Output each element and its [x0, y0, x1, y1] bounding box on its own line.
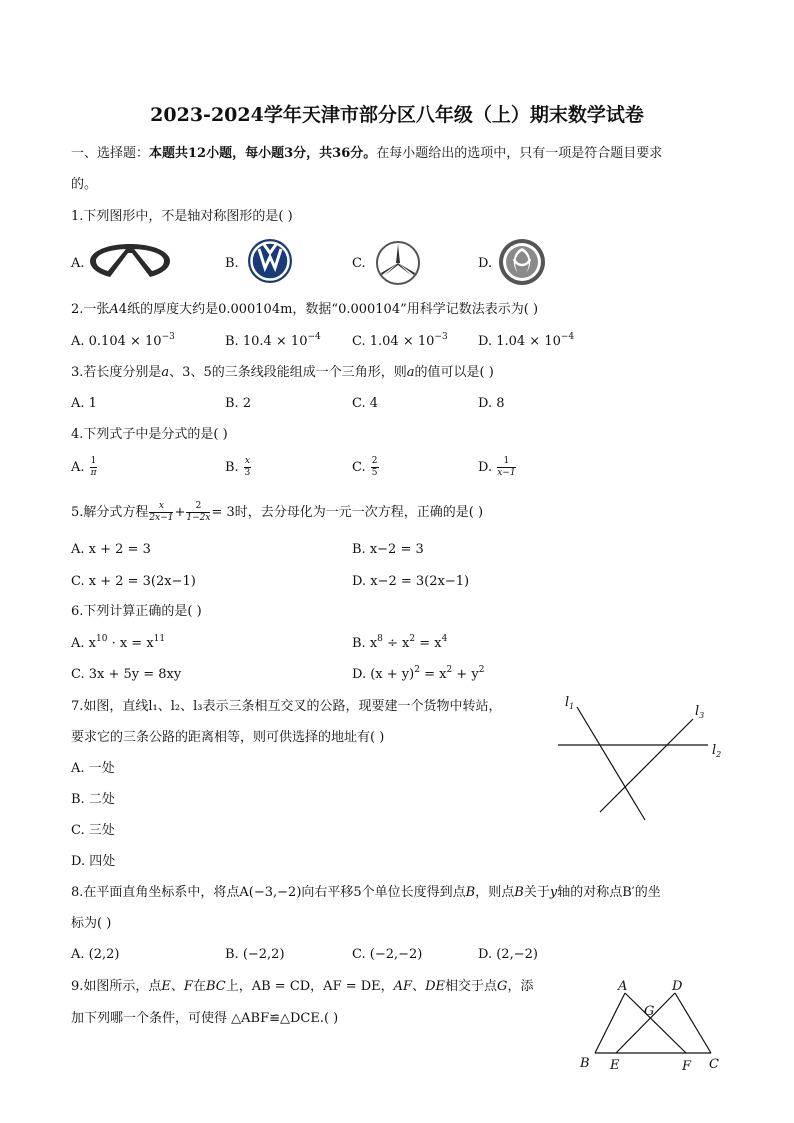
label-B: B: [580, 1056, 590, 1071]
q6-option-c: C. 3x + 5y = 8xy: [71, 667, 182, 682]
q2-option-d: D. $1.04 \times 10^{-4}$: [478, 332, 575, 349]
q7-stem-line1: 7.如图，直线l₁、l₂、l₃表示三条相互交叉的公路，现要建一个货物中转站，: [71, 699, 502, 714]
q8-stem-line1: 8.在平面直角坐标系中，将点A(−3,−2)向右平移5个单位长度得到点B，则点B关于y轴的对称点B′的坐: [71, 885, 661, 900]
q7-option-c: C. 三处: [71, 823, 115, 838]
line-l1: [577, 707, 645, 820]
q2-stem: [71, 303, 538, 316]
q5-option-b: B. x−2 = 3: [352, 542, 424, 557]
label-l3: $l_3$: [695, 704, 705, 720]
q9-stem-line1: 9.如图所示，点E、F在BC上，AB = CD，AF = DE，AF、DE相交于点G，添: [71, 979, 534, 994]
q3-stem: 3.若长度分别是a、3、5的三条线段能组成一个三角形，则a的值可以是( ): [71, 365, 494, 380]
mercedes-logo-icon: [375, 240, 421, 286]
q2-option-a: A. $0.104 \times 10^{-3}$: [71, 332, 175, 349]
label-l2: $l_2$: [712, 743, 722, 759]
q1-stem: 1.下列图形中，不是轴对称图形的是( ): [71, 209, 293, 224]
q6-option-b: B. $x^8 \div x^2 = x^4$: [352, 634, 448, 651]
label-G: G: [644, 1004, 655, 1019]
label-E: E: [610, 1058, 620, 1073]
section-prefix: 一、选择题：: [71, 146, 150, 161]
label-l1: $l_1$: [565, 695, 575, 711]
q2-stem-mid: 4纸的厚度大约是0.000104m，数据“0.000104”用科学记数法表示为( ): [118, 302, 539, 317]
section-bold: 本题共12小题，每小题3分，共36分。: [149, 146, 377, 161]
label-A: A: [618, 979, 628, 994]
volkswagen-logo-icon: [247, 238, 293, 284]
label-C: C: [709, 1057, 719, 1072]
q7-option-d: D. 四处: [71, 854, 116, 869]
infiniti-logo-icon: [88, 240, 172, 280]
q4-option-c: C. $\frac{2}{5}$: [352, 456, 378, 478]
q7-stem-line2: 要求它的三条公路的距离相等，则可供选择的地址有( ): [71, 730, 385, 745]
q4-option-b: B. $\frac{x}{3}$: [225, 456, 251, 478]
q7-figure: [555, 690, 730, 825]
q6-option-d: D. $(x + y)^2 = x^2 + y^2$: [352, 665, 485, 682]
q9-stem-line2: 加下列哪一个条件，可使得 △ABF≌△DCE.( ): [71, 1011, 339, 1026]
q9-figure: [575, 975, 725, 1075]
label-D: D: [672, 979, 683, 994]
line-l3: [600, 719, 693, 812]
q5-option-d: D. x−2 = 3(2x−1): [352, 574, 470, 589]
q2-option-b: B. $10.4 \times 10^{-4}$: [225, 332, 321, 349]
q2-var: A: [109, 302, 119, 317]
section-rest: 在每小题给出的选项中，只有一项是符合题目要求: [376, 146, 663, 161]
q3-option-a: A. 1: [71, 396, 97, 411]
label-F: F: [682, 1059, 692, 1074]
q1-option-a-label: A.: [71, 256, 85, 271]
dongfeng-logo-icon: [497, 237, 547, 287]
q7-option-b: B. 二处: [71, 792, 115, 807]
q6-stem: 6.下列计算正确的是( ): [71, 604, 202, 619]
q2-option-c: C. $1.04 \times 10^{-3}$: [352, 332, 448, 349]
q3-option-b: B. 2: [225, 396, 252, 411]
q5-stem: 5.解分式方程 $\frac{x}{2x-1}$ + $\frac{2}{1-2x}$ = 3时，去分母化为一元一次方程，正确的是( ): [71, 501, 484, 523]
q8-stem-line2: 标为( ): [71, 916, 112, 931]
q4-stem: 4.下列式子中是分式的是( ): [71, 427, 228, 442]
q8-option-d: D. (2,−2): [478, 947, 538, 962]
page-title: 2023-2024学年天津市部分区八年级（上）期末数学试卷: [150, 104, 644, 126]
q4-option-d: D. $\frac{1}{x-1}$: [478, 456, 516, 478]
q1-option-c-label: C.: [352, 256, 366, 271]
section-header-line2: 的。: [71, 177, 98, 192]
q8-option-c: C. (−2,−2): [352, 947, 423, 962]
q1-option-d-label: D.: [478, 256, 493, 271]
q7-option-a: A. 一处: [71, 761, 115, 776]
q6-option-a: A. $x^{10} \cdot x = x^{11}$: [71, 634, 166, 651]
q1-option-b-label: B.: [225, 256, 239, 271]
q4-option-a: A. $\frac{1}{\pi}$: [71, 456, 97, 478]
q5-option-a: A. x + 2 = 3: [71, 542, 151, 557]
q3-option-c: C. 4: [352, 396, 379, 411]
q2-stem-pre: 2.一张: [71, 302, 110, 317]
q8-option-a: A. (2,2): [71, 947, 120, 962]
q3-option-d: D. 8: [478, 396, 505, 411]
q8-option-b: B. (−2,2): [225, 947, 285, 962]
q5-option-c: C. x + 2 = 3(2x−1): [71, 574, 196, 589]
section-header: [71, 147, 662, 160]
